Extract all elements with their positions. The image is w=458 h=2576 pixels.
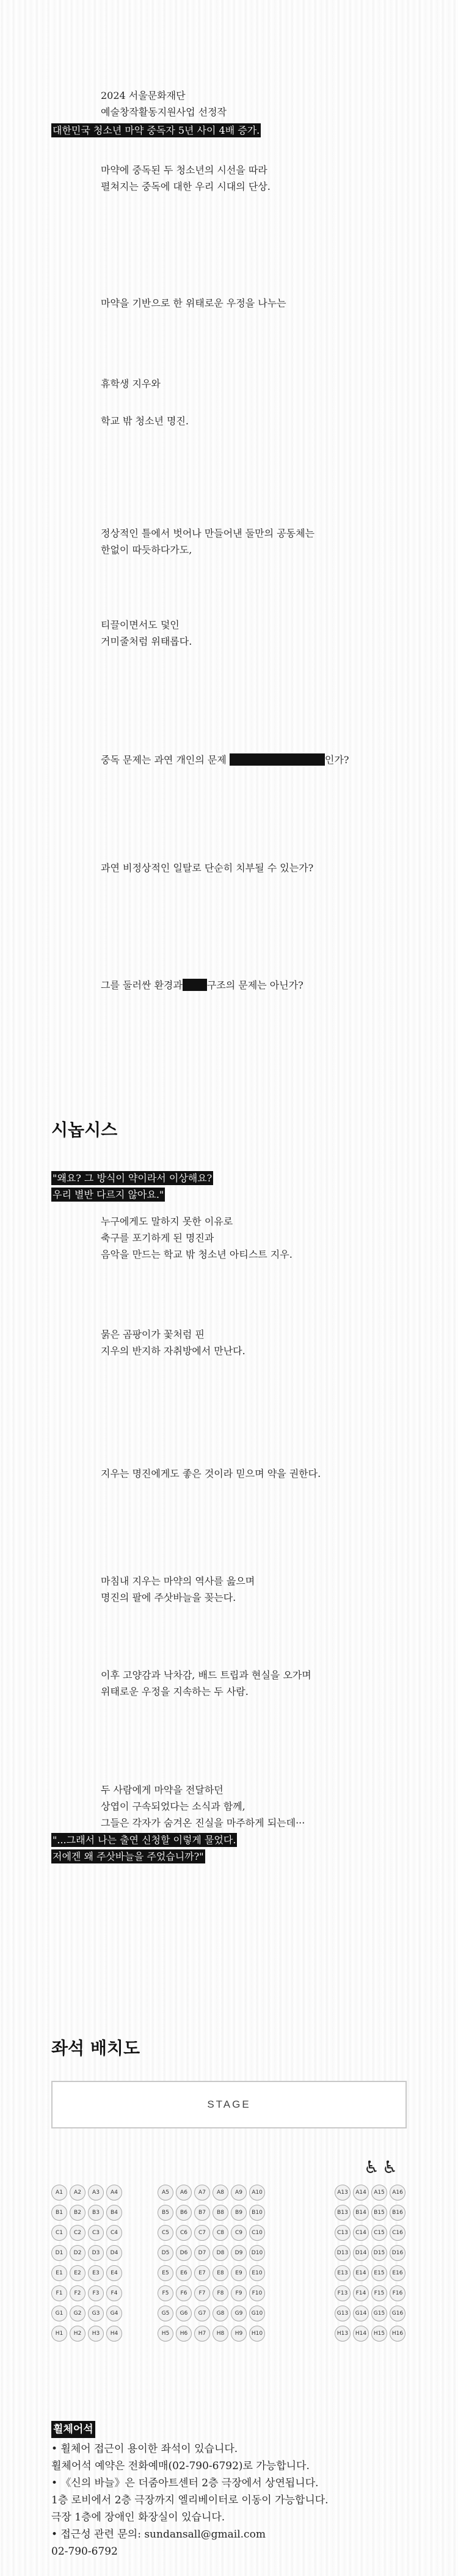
seat-F4[interactable]: F4 bbox=[106, 2285, 122, 2301]
seat-C10[interactable]: C10 bbox=[249, 2225, 265, 2241]
seat-F10[interactable]: F10 bbox=[249, 2285, 265, 2301]
seat-D7[interactable]: D7 bbox=[194, 2245, 210, 2261]
seat-C1[interactable]: C1 bbox=[51, 2225, 67, 2241]
seat-G8[interactable]: G8 bbox=[213, 2306, 228, 2321]
seat-A6[interactable]: A6 bbox=[176, 2185, 192, 2200]
seat-G4[interactable]: G4 bbox=[106, 2306, 122, 2321]
seat-A3[interactable]: A3 bbox=[88, 2185, 104, 2200]
seat-block-center bbox=[158, 2185, 265, 2342]
synopsis-para-3: 지우는 명진에게도 좋은 것이라 믿으며 약을 권한다. bbox=[101, 1468, 321, 1479]
quote-text: "왜요? 그 방식이 약이라서 이상해요? 우리 별반 다르지 않아요." bbox=[53, 1172, 213, 1200]
info-item: • 휠체어 접근이 용이한 좌석이 있습니다. 휠체어석 예약은 전화예매(02-790-6792)로 가능합니다. bbox=[51, 2443, 310, 2472]
seat-F9[interactable]: F9 bbox=[231, 2285, 247, 2301]
seat-E1[interactable]: E1 bbox=[51, 2265, 67, 2281]
seat-G9[interactable]: G9 bbox=[231, 2306, 247, 2321]
seat-A15[interactable]: A15 bbox=[371, 2185, 387, 2200]
seat-C2[interactable]: C2 bbox=[70, 2225, 85, 2241]
seat-B13[interactable]: B13 bbox=[335, 2205, 351, 2221]
seat-F7[interactable]: F7 bbox=[194, 2285, 210, 2301]
seat-C8[interactable]: C8 bbox=[213, 2225, 228, 2241]
question-3-pre: 그를 둘러싼 환경과 bbox=[101, 979, 183, 991]
seat-G16[interactable]: G16 bbox=[390, 2306, 405, 2321]
seat-D3[interactable]: D3 bbox=[88, 2245, 104, 2261]
seat-H2[interactable]: H2 bbox=[70, 2326, 85, 2342]
seat-B5[interactable]: B5 bbox=[158, 2205, 173, 2221]
seat-D9[interactable]: D9 bbox=[231, 2245, 247, 2261]
seat-A10[interactable]: A10 bbox=[249, 2185, 265, 2200]
seat-B4[interactable]: B4 bbox=[106, 2205, 122, 2221]
seat-C3[interactable]: C3 bbox=[88, 2225, 104, 2241]
seat-F13[interactable]: F13 bbox=[335, 2285, 351, 2301]
seat-H9[interactable]: H9 bbox=[231, 2326, 247, 2342]
intro-line-2: 마약을 기반으로 한 위태로운 우정을 나누는 bbox=[101, 297, 286, 309]
intro-line-1: 마약에 중독된 두 청소년의 시선을 따라 펼쳐지는 중독에 대한 우리 시대의 단상. bbox=[101, 164, 271, 192]
seat-C6[interactable]: C6 bbox=[176, 2225, 192, 2241]
seat-C14[interactable]: C14 bbox=[353, 2225, 369, 2241]
synopsis-quote-1 bbox=[51, 1170, 393, 1203]
seat-F8[interactable]: F8 bbox=[213, 2285, 228, 2301]
redaction-bar bbox=[230, 753, 325, 766]
seat-F14[interactable]: F14 bbox=[353, 2285, 369, 2301]
seat-F3[interactable]: F3 bbox=[88, 2285, 104, 2301]
seat-G3[interactable]: G3 bbox=[88, 2306, 104, 2321]
seating-heading: 좌석 배치도 bbox=[51, 2038, 140, 2058]
redaction-bar bbox=[183, 979, 207, 991]
synopsis-para-1: 누구에게도 말하지 못한 이유로 축구를 포기하게 된 명진과 음악을 만드는 학교 밖 청소년 아티스트 지우. bbox=[101, 1216, 293, 1260]
seat-D14[interactable]: D14 bbox=[353, 2245, 369, 2261]
seat-D2[interactable]: D2 bbox=[70, 2245, 85, 2261]
synopsis-para-4: 마침내 지우는 마약의 역사를 읊으며 명진의 팔에 주삿바늘을 꽂는다. bbox=[101, 1575, 255, 1603]
selection-note: 2024 서울문화재단 예술창작활동지원사업 선정작 bbox=[101, 90, 227, 118]
seat-H16[interactable]: H16 bbox=[390, 2326, 405, 2342]
question-1-post: 인가? bbox=[324, 754, 349, 766]
seat-D16[interactable]: D16 bbox=[390, 2245, 405, 2261]
seat-E15[interactable]: E15 bbox=[371, 2265, 387, 2281]
seat-A1[interactable]: A1 bbox=[51, 2185, 67, 2200]
seat-A5[interactable]: A5 bbox=[158, 2185, 173, 2200]
seat-B14[interactable]: B14 bbox=[353, 2205, 369, 2221]
seat-H6[interactable]: H6 bbox=[176, 2326, 192, 2342]
seat-D1[interactable]: D1 bbox=[51, 2245, 67, 2261]
seat-H8[interactable]: H8 bbox=[213, 2326, 228, 2342]
seat-A9[interactable]: A9 bbox=[231, 2185, 247, 2200]
seat-E6[interactable]: E6 bbox=[176, 2265, 192, 2281]
question-3-post: 구조의 문제는 아닌가? bbox=[206, 979, 304, 991]
seat-C7[interactable]: C7 bbox=[194, 2225, 210, 2241]
seat-G2[interactable]: G2 bbox=[70, 2306, 85, 2321]
seat-C16[interactable]: C16 bbox=[390, 2225, 405, 2241]
seat-H5[interactable]: H5 bbox=[158, 2326, 173, 2342]
question-1 bbox=[101, 752, 443, 768]
question-3 bbox=[101, 977, 443, 993]
seat-B9[interactable]: B9 bbox=[231, 2205, 247, 2221]
seat-A14[interactable]: A14 bbox=[353, 2185, 369, 2200]
intro-line-6: 티끌이면서도 덫인 거미줄처럼 위태롭다. bbox=[101, 619, 192, 647]
seat-B3[interactable]: B3 bbox=[88, 2205, 104, 2221]
seat-H3[interactable]: H3 bbox=[88, 2326, 104, 2342]
synopsis-para-2: 묽은 곰팡이가 꽃처럼 핀 지우의 반지하 자취방에서 만난다. bbox=[101, 1329, 245, 1357]
seat-D4[interactable]: D4 bbox=[106, 2245, 122, 2261]
seat-H1[interactable]: H1 bbox=[51, 2326, 67, 2342]
seat-F1[interactable]: F1 bbox=[51, 2285, 67, 2301]
seat-B15[interactable]: B15 bbox=[371, 2205, 387, 2221]
seat-G15[interactable]: G15 bbox=[371, 2306, 387, 2321]
seat-A13[interactable]: A13 bbox=[335, 2185, 351, 2200]
seat-G10[interactable]: G10 bbox=[249, 2306, 265, 2321]
intro-line-4: 학교 밖 청소년 명진. bbox=[101, 415, 189, 427]
seat-A16[interactable]: A16 bbox=[390, 2185, 405, 2200]
seat-F5[interactable]: F5 bbox=[158, 2285, 173, 2301]
seat-D15[interactable]: D15 bbox=[371, 2245, 387, 2261]
synopsis-heading: 시놉시스 bbox=[51, 1120, 118, 1140]
quote-text: "...그래서 나는 출연 신청할 이렇게 물었다. 저에겐 왜 주삿바늘을 주었습니까?" bbox=[53, 1834, 236, 1862]
seat-A7[interactable]: A7 bbox=[194, 2185, 210, 2200]
seat-G13[interactable]: G13 bbox=[335, 2306, 351, 2321]
seat-B10[interactable]: B10 bbox=[249, 2205, 265, 2221]
seat-B16[interactable]: B16 bbox=[390, 2205, 405, 2221]
seat-G5[interactable]: G5 bbox=[158, 2306, 173, 2321]
wheelchair-info-title: 휠체어석 bbox=[51, 2421, 95, 2438]
seat-A2[interactable]: A2 bbox=[70, 2185, 85, 2200]
seat-E2[interactable]: E2 bbox=[70, 2265, 85, 2281]
info-item: • 《신의 바늘》은 더줌아트센터 2층 극장에서 상연됩니다. 1층 로비에서 2층 극장까지 엘리베이터로 이동이 가능합니다. 극장 1층에 장애인 화장실이 있습니다. bbox=[51, 2477, 329, 2523]
statistic-highlight bbox=[51, 122, 393, 139]
seat-G7[interactable]: G7 bbox=[194, 2306, 210, 2321]
seat-E5[interactable]: E5 bbox=[158, 2265, 173, 2281]
seat-B7[interactable]: B7 bbox=[194, 2205, 210, 2221]
seat-H7[interactable]: H7 bbox=[194, 2326, 210, 2342]
seat-G1[interactable]: G1 bbox=[51, 2306, 67, 2321]
seat-D13[interactable]: D13 bbox=[335, 2245, 351, 2261]
seat-E16[interactable]: E16 bbox=[390, 2265, 405, 2281]
seat-E7[interactable]: E7 bbox=[194, 2265, 210, 2281]
info-item: • 접근성 관련 문의: sundansall@gmail.com 02-790-6792 bbox=[51, 2528, 266, 2558]
seat-C13[interactable]: C13 bbox=[335, 2225, 351, 2241]
seat-block-left bbox=[51, 2185, 122, 2342]
seat-E3[interactable]: E3 bbox=[88, 2265, 104, 2281]
seat-H4[interactable]: H4 bbox=[106, 2326, 122, 2342]
seat-H14[interactable]: H14 bbox=[353, 2326, 369, 2342]
seat-B2[interactable]: B2 bbox=[70, 2205, 85, 2221]
seat-D6[interactable]: D6 bbox=[176, 2245, 192, 2261]
seat-C5[interactable]: C5 bbox=[158, 2225, 173, 2241]
seat-E13[interactable]: E13 bbox=[335, 2265, 351, 2281]
seat-E10[interactable]: E10 bbox=[249, 2265, 265, 2281]
seat-F15[interactable]: F15 bbox=[371, 2285, 387, 2301]
wheelchair-icon: ♿ bbox=[364, 2157, 380, 2177]
seat-B1[interactable]: B1 bbox=[51, 2205, 67, 2221]
wheelchair-info-list bbox=[51, 2440, 418, 2560]
intro-line-3: 휴학생 지우와 bbox=[101, 378, 161, 390]
seat-C15[interactable]: C15 bbox=[371, 2225, 387, 2241]
seat-B8[interactable]: B8 bbox=[213, 2205, 228, 2221]
seat-G14[interactable]: G14 bbox=[353, 2306, 369, 2321]
highlight-text: 대한민국 청소년 마약 중독자 5년 사이 4배 증가. bbox=[53, 125, 260, 136]
seat-F2[interactable]: F2 bbox=[70, 2285, 85, 2301]
seat-H13[interactable]: H13 bbox=[335, 2326, 351, 2342]
seat-D5[interactable]: D5 bbox=[158, 2245, 173, 2261]
question-1-pre: 중독 문제는 과연 개인의 문제 bbox=[101, 754, 227, 766]
seat-block-right bbox=[335, 2185, 405, 2342]
question-2: 과연 비정상적인 일탈로 단순히 치부될 수 있는가? bbox=[101, 862, 314, 874]
seat-E8[interactable]: E8 bbox=[213, 2265, 228, 2281]
seat-H15[interactable]: H15 bbox=[371, 2326, 387, 2342]
seat-A8[interactable]: A8 bbox=[213, 2185, 228, 2200]
wheelchair-icon: ♿ bbox=[382, 2157, 398, 2177]
seat-H10[interactable]: H10 bbox=[249, 2326, 265, 2342]
wheelchair-info bbox=[51, 2421, 418, 2560]
synopsis-para-6: 두 사람에게 마약을 전달하던 상엽이 구속되었다는 소식과 함께, 그들은 각자가 숨겨온 진실을 마주하게 되는데··· bbox=[101, 1784, 305, 1829]
seat-E4[interactable]: E4 bbox=[106, 2265, 122, 2281]
stage-box: STAGE bbox=[51, 2081, 407, 2128]
seat-C9[interactable]: C9 bbox=[231, 2225, 247, 2241]
seat-F16[interactable]: F16 bbox=[390, 2285, 405, 2301]
seat-E9[interactable]: E9 bbox=[231, 2265, 247, 2281]
seat-D10[interactable]: D10 bbox=[249, 2245, 265, 2261]
synopsis-para-5: 이후 고양감과 낙차감, 배드 트립과 현실을 오가며 위태로운 우정을 지속하는 두 사람. bbox=[101, 1669, 311, 1697]
synopsis-quote-2 bbox=[51, 1832, 393, 1865]
intro-line-5: 정상적인 틀에서 벗어나 만들어낸 둘만의 공동체는 한없이 따듯하다가도, bbox=[101, 528, 315, 556]
seat-A4[interactable]: A4 bbox=[106, 2185, 122, 2200]
seat-G6[interactable]: G6 bbox=[176, 2306, 192, 2321]
seat-C4[interactable]: C4 bbox=[106, 2225, 122, 2241]
seat-B6[interactable]: B6 bbox=[176, 2205, 192, 2221]
seat-E14[interactable]: E14 bbox=[353, 2265, 369, 2281]
seat-F6[interactable]: F6 bbox=[176, 2285, 192, 2301]
seat-D8[interactable]: D8 bbox=[213, 2245, 228, 2261]
